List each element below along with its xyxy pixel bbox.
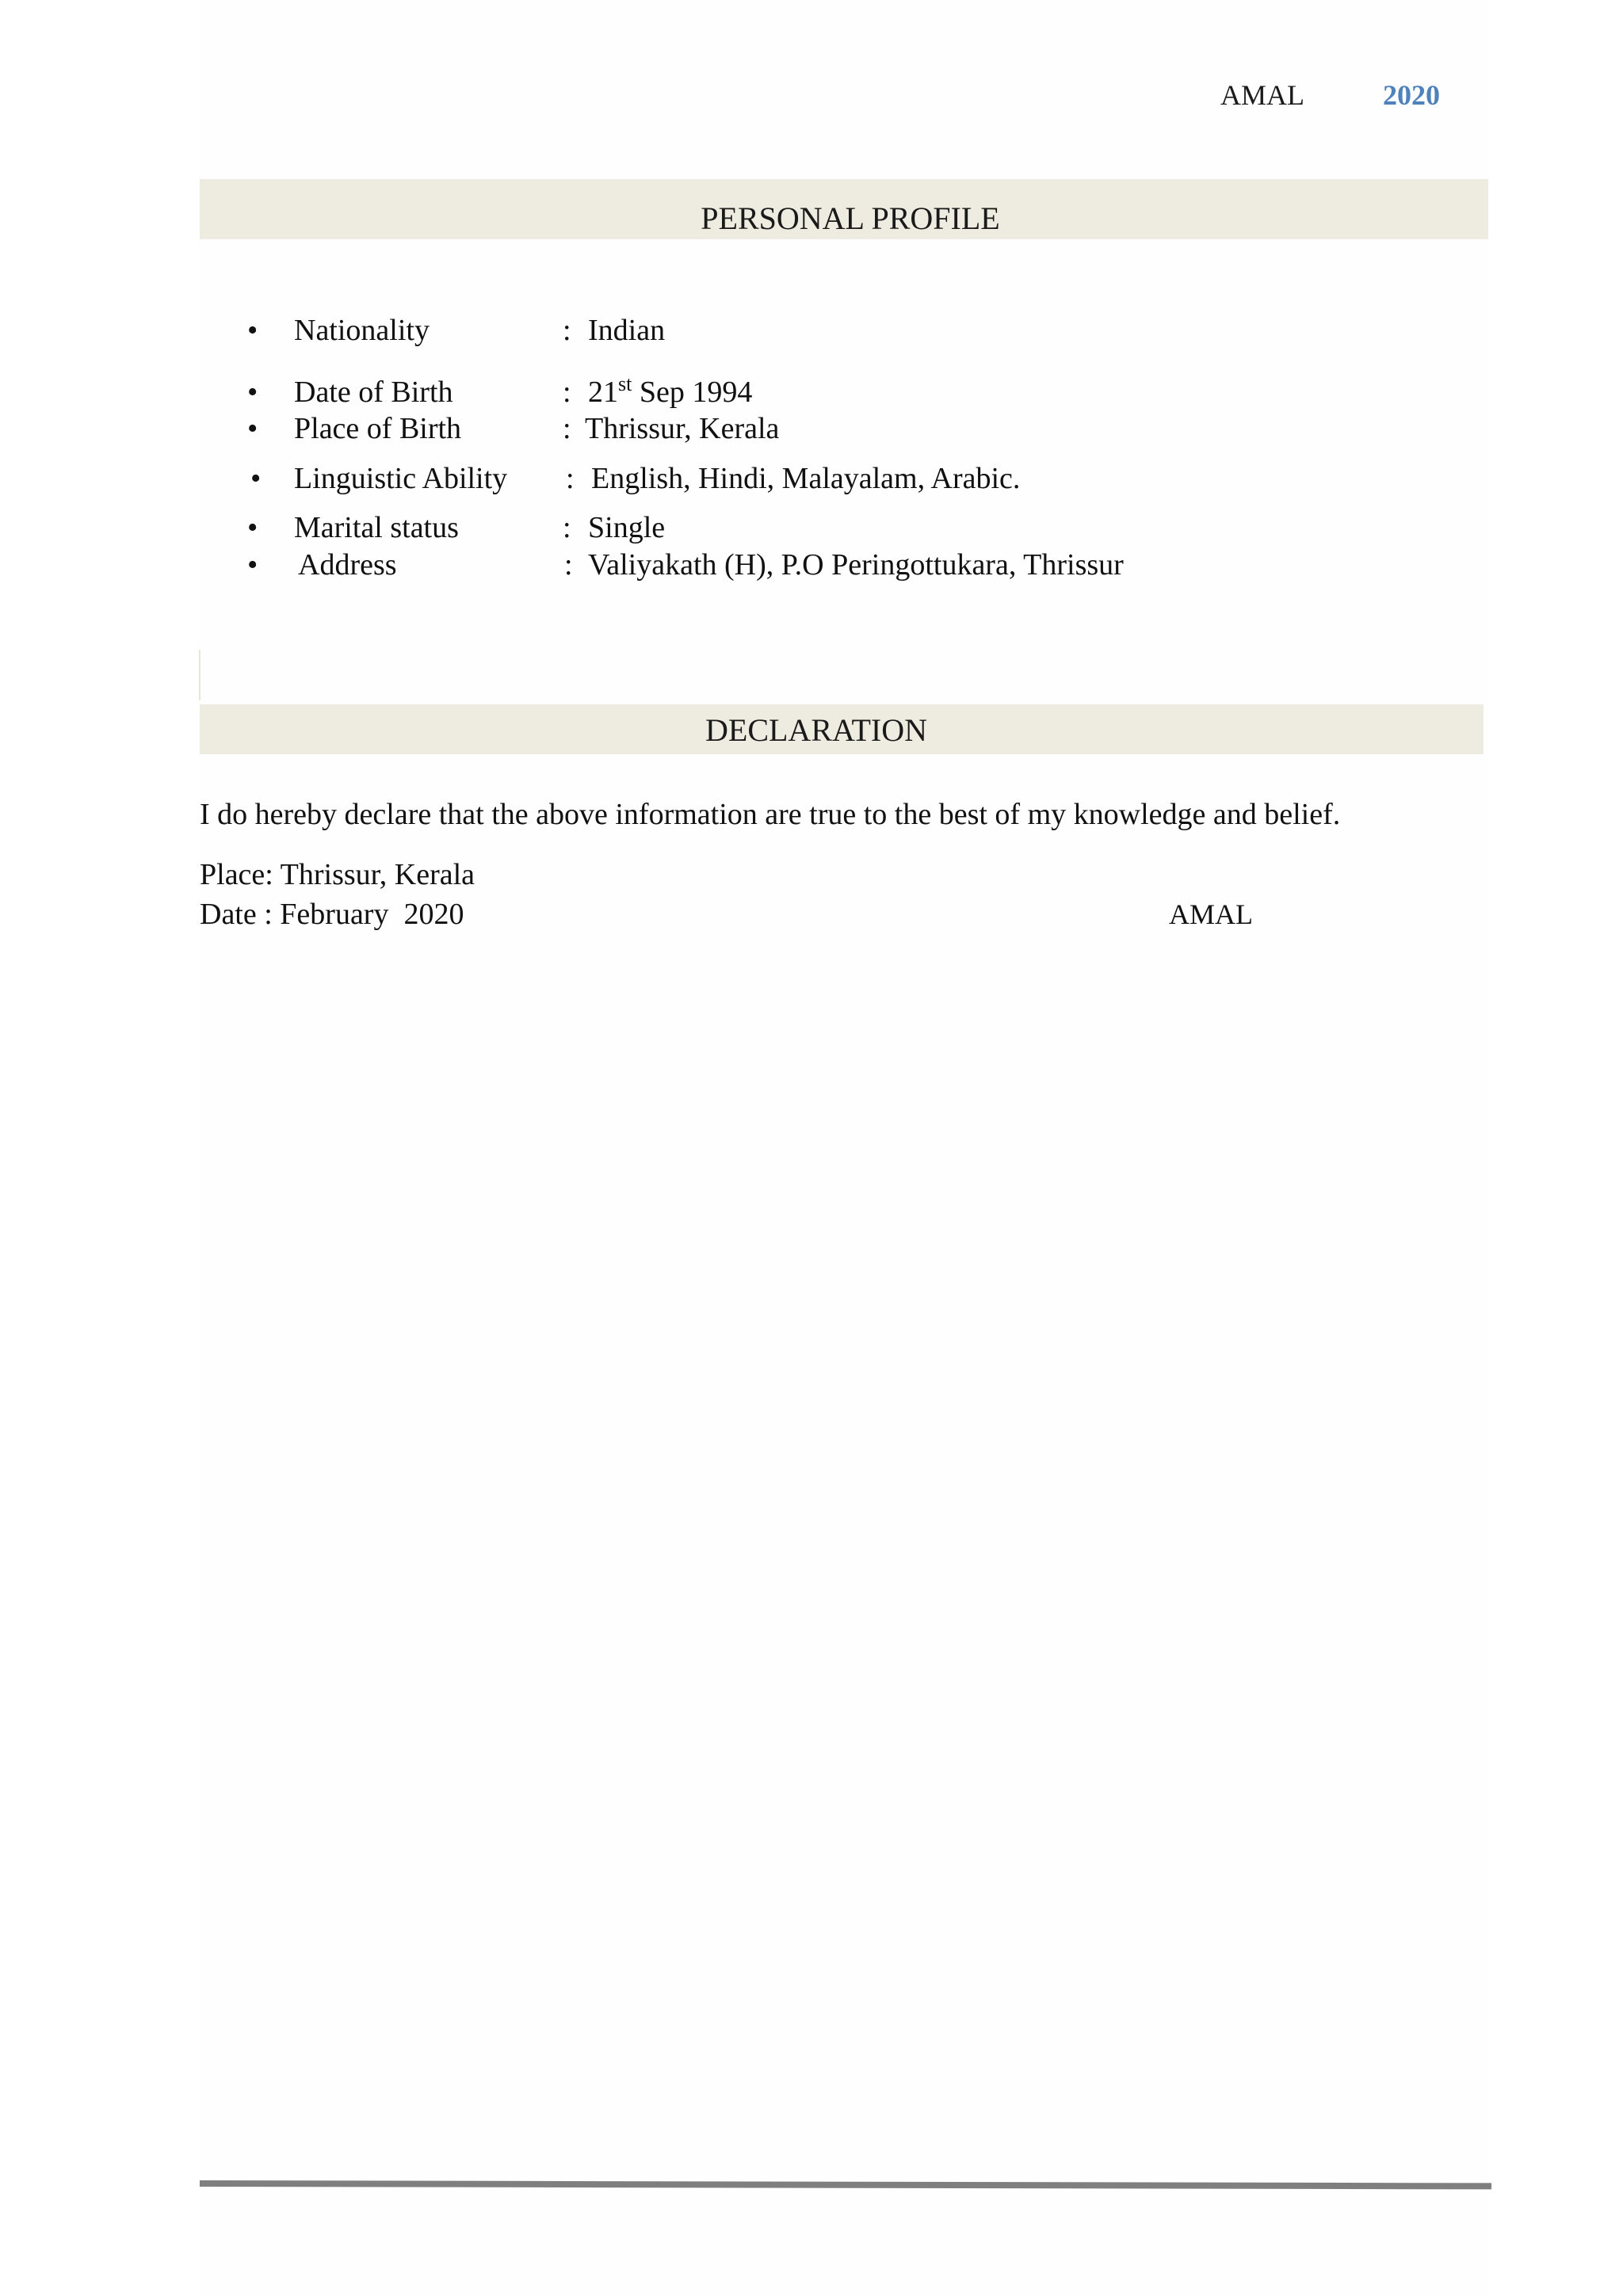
profile-label: Place of Birth [294,412,462,445]
profile-value [588,373,752,411]
profile-value: English, Hindi, Malayalam, Arabic. [591,462,1021,495]
profile-value: Indian [588,314,666,347]
declaration-title: DECLARATION [705,712,927,748]
signature-name: AMAL [1169,898,1253,930]
declaration-place: Place: Thrissur, Kerala [200,858,475,891]
profile-colon: : [563,314,571,347]
profile-label: Marital status [294,511,459,544]
margin-divider [199,650,200,700]
profile-label: Linguistic Ability [294,462,508,495]
declaration-heading [200,704,1484,754]
declaration-date: Date : February 2020 [200,898,464,931]
dob-day: 21 [588,376,618,409]
bullet-icon: • [247,548,258,582]
dob-day-suffix: st [618,372,632,395]
profile-label: Date of Birth [294,376,453,409]
bullet-icon: • [247,511,258,544]
profile-colon: : [563,376,571,409]
profile-colon: : [563,412,571,445]
personal-profile-title: PERSONAL PROFILE [701,200,1000,236]
bullet-icon: • [247,376,258,409]
profile-label: Nationality [294,314,430,347]
dob-rest: Sep 1994 [632,376,753,409]
header-name: AMAL [1220,79,1304,111]
personal-profile-heading [200,179,1488,239]
bullet-icon: • [247,314,258,347]
profile-colon: : [563,511,571,544]
profile-colon: : [564,548,573,582]
declaration-statement: I do hereby declare that the above information are true to the best of my knowledge and belief. [200,798,1341,831]
profile-value: Single [588,511,666,544]
profile-value: Thrissur, Kerala [585,412,780,445]
profile-value: Valiyakath (H), P.O Peringottukara, Thrissur [588,548,1124,582]
profile-label: Address [298,548,397,582]
bullet-icon: • [247,412,258,445]
header-year: 2020 [1383,79,1440,111]
profile-colon: : [566,462,575,495]
bullet-icon: • [250,462,262,495]
